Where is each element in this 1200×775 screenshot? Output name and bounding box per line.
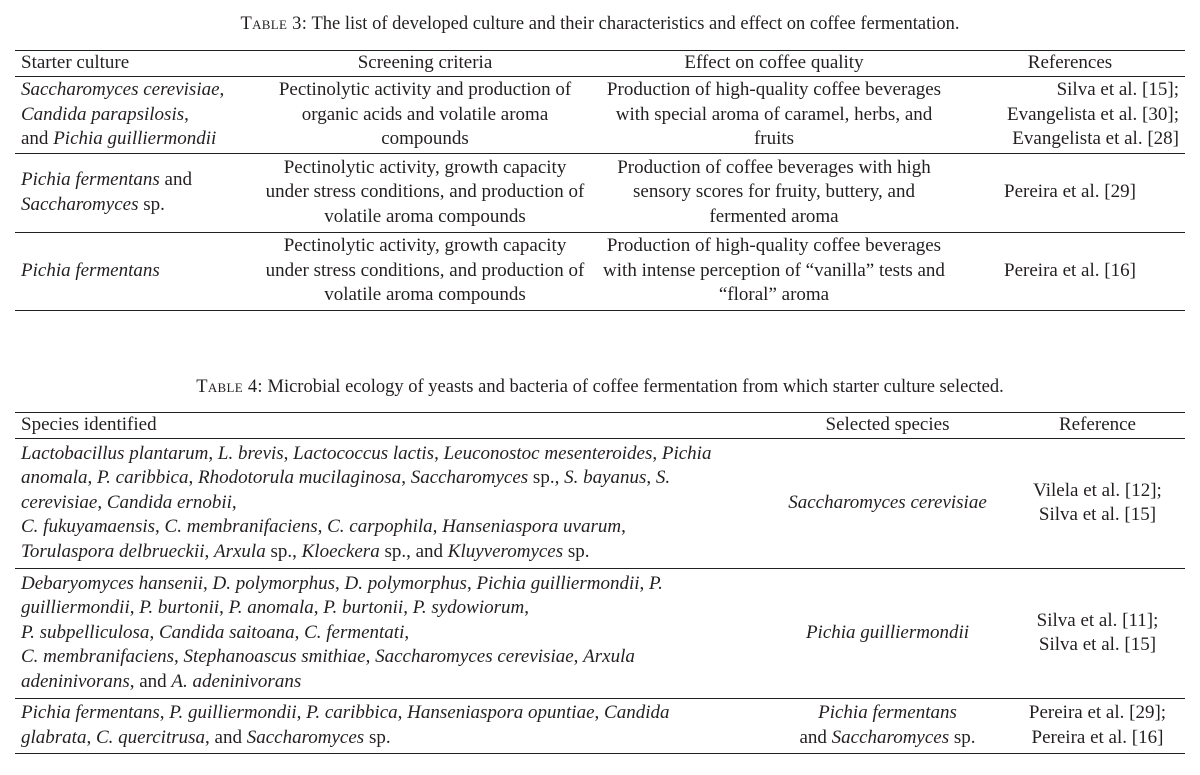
screening-criteria-cell: Pectinolytic activity, growth capacity under stress conditions, and production of volatile aroma compounds (265, 156, 585, 227)
header-selected-species: Selected species (825, 414, 950, 436)
screening-criteria-cell: Pectinolytic activity, growth capacity under stress conditions, and production of volatile aroma compounds (265, 235, 585, 306)
effect-cell: Production of high-quality coffee beverages with intense perception of “vanilla” tests and “floral” aroma (603, 235, 945, 306)
references-cell: Pereira et al. [29] (1004, 181, 1136, 203)
table-row (15, 153, 1185, 232)
table3-caption (0, 12, 1200, 36)
table-row (15, 232, 1185, 310)
header-effect-on-quality: Effect on coffee quality (684, 52, 864, 74)
reference-cell: Pereira et al. [29]; Pereira et al. [16] (1028, 702, 1167, 748)
table4-caption (0, 375, 1200, 399)
starter-culture-cell: Saccharomyces cerevisiae, Candida parapsilosis, and Pichia guilliermondii (21, 79, 225, 149)
table4-caption-text: Microbial ecology of yeasts and bacteria of coffee fermentation from which starter culture selected. (267, 377, 1004, 397)
reference-cell: Vilela et al. [12]; Silva et al. [15] (1033, 479, 1162, 525)
reference-cell: Silva et al. [11]; Silva et al. [15] (1036, 609, 1159, 655)
table3 (15, 50, 1185, 311)
screening-criteria-cell: Pectinolytic activity and production of organic acids and volatile aroma compounds (278, 79, 572, 149)
table3-caption-text: The list of developed culture and their characteristics and effect on coffee fermentation. (311, 14, 960, 34)
species-identified-cell: Debaryomyces hansenii, D. polymorphus, D. polymorphus, Pichia guilliermondii, P. guilliermondii, P. burtonii, P. anomala, P. burtonii, P. sydowiorum, P. subpelliculosa, Candida saitoana, C. fermentati, C. membranifaciens, Stephanoascus smithiae, Saccharomyces cerevisiae, Arxula adeninivorans, and A. adeninivorans (21, 572, 663, 692)
starter-culture-cell: Pichia fermentans and Saccharomyces sp. (21, 169, 192, 215)
species-identified-cell: Lactobacillus plantarum, L. brevis, Lactococcus lactis, Leuconostoc mesenteroides, Pichia anomala, P. caribbica, Rhodotorula mucilaginosa, Saccharomyces sp., S. bayanus, S. cerevisiae, Candida ernobii, C. fukuyamaensis, C. membranifaciens, C. carpophila, Hanseniaspora uvarum, Torulaspora delbrueckii, Arxula sp., Kloeckera sp., and Kluyveromyces sp. (21, 442, 712, 562)
table-row (15, 699, 1185, 754)
header-species-identified: Species identified (21, 414, 157, 436)
table-row (15, 77, 1185, 154)
references-cell: Silva et al. [15]; Evangelista et al. [30]; Evangelista et al. [28] (1007, 79, 1179, 149)
selected-species-cell: Pichia fermentans and Saccharomyces sp. (799, 702, 976, 748)
table3-caption-label: Table 3: (240, 14, 308, 34)
header-screening-criteria: Screening criteria (357, 52, 493, 74)
species-identified-cell: Pichia fermentans, P. guilliermondii, P. caribbica, Hanseniaspora opuntiae, Candida glabrata, C. quercitrusa, and Saccharomyces sp. (21, 702, 670, 748)
selected-species-cell: Pichia guilliermondii (805, 621, 970, 643)
table4 (15, 412, 1185, 754)
table4-header-row (15, 413, 1185, 439)
table-row (15, 439, 1185, 569)
selected-species-cell: Saccharomyces cerevisiae (788, 491, 987, 513)
effect-cell: Production of high-quality coffee beverages with special aroma of caramel, herbs, and fruits (606, 79, 942, 149)
effect-cell: Production of coffee beverages with high sensory scores for fruity, buttery, and fermented aroma (617, 156, 931, 227)
table4-caption-label: Table 4: (196, 377, 263, 397)
starter-culture-cell: Pichia fermentans (21, 259, 160, 281)
header-reference: Reference (1059, 414, 1136, 436)
header-references: References (1027, 52, 1113, 74)
table-row (15, 569, 1185, 699)
header-starter-culture: Starter culture (21, 52, 130, 74)
references-cell: Pereira et al. [16] (1004, 259, 1136, 281)
table3-header-row (15, 51, 1185, 77)
